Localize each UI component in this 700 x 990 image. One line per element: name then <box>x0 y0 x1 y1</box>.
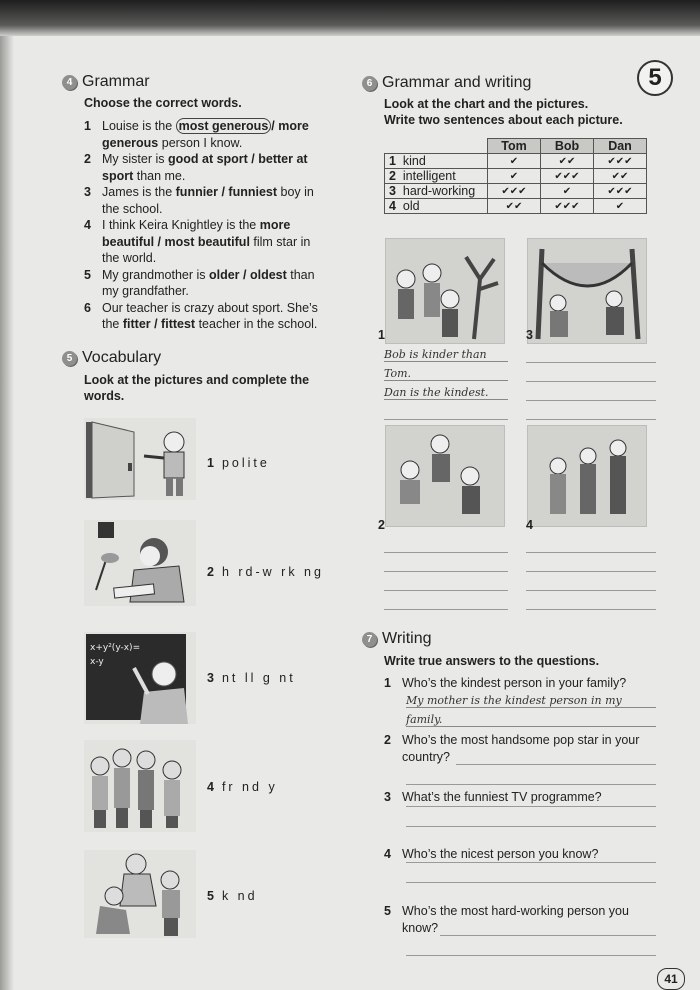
chart-row-label: 3 hard-working <box>385 184 488 199</box>
chart-cell: ✔ <box>488 154 541 169</box>
grammar-item: 3 James is the funnier / funniest boy in the school. <box>84 185 314 216</box>
grammar-instruction: Choose the correct words. <box>84 96 242 110</box>
section-vocabulary-header <box>62 349 161 367</box>
chart-cell: ✔✔✔ <box>541 169 594 184</box>
svg-text:x-y: x-y <box>90 657 104 667</box>
section-writing-header <box>362 630 432 648</box>
section-title: Vocabulary <box>82 349 162 366</box>
section-grammar-writing-header <box>362 74 531 92</box>
chart-column-header: Tom <box>488 139 541 154</box>
chart-row <box>385 184 647 199</box>
picture-2-men-fighting <box>385 425 505 527</box>
chart-cell: ✔✔ <box>541 154 594 169</box>
chart-row <box>385 154 647 169</box>
picture-number: 2 <box>378 518 385 532</box>
vocab-word-1: 1 polite <box>207 456 270 470</box>
workbook-page <box>0 30 700 990</box>
grammar-items <box>84 118 342 333</box>
grammar-item: 6 Our teacher is crazy about sport. She’s the fitter / fittest teacher in the school. <box>84 300 318 331</box>
section-title: Writing <box>382 630 432 647</box>
section-grammar-header <box>62 73 150 91</box>
chart-cell: ✔✔✔ <box>594 154 647 169</box>
chart-column-header: Dan <box>594 139 647 154</box>
answer-line[interactable] <box>384 419 508 420</box>
section-number: 4 <box>62 75 77 90</box>
writing-question: 3 What’s the funniest TV programme? <box>384 790 602 804</box>
picture-friendly-kids <box>84 740 196 832</box>
chart-row-label: 1 kind <box>385 154 488 169</box>
grammar-item: 1 Louise is the most generous / more generous person I know. <box>84 119 309 150</box>
answer-line[interactable] <box>526 400 656 401</box>
section-number: 6 <box>362 76 377 91</box>
picture-number: 4 <box>526 518 533 532</box>
chart-cell: ✔✔✔ <box>488 184 541 199</box>
writing-question: 1 Who’s the kindest person in your family? <box>384 676 627 690</box>
answer-line[interactable] <box>526 571 656 572</box>
picture-number: 1 <box>378 328 385 342</box>
picture-3-hammock <box>527 238 647 344</box>
answer-line[interactable] <box>406 806 656 807</box>
picture-1-men-tree <box>385 238 505 344</box>
vocab-word-3: 3 nt ll g nt <box>207 671 296 685</box>
vocab-word-5: 5 k nd <box>207 889 258 903</box>
writing-question: 2 Who’s the most handsome pop star in your country? <box>384 733 640 764</box>
example-answer-line: Bob is kinder than <box>384 348 508 362</box>
answer-line[interactable] <box>406 784 656 785</box>
answer-line[interactable] <box>526 419 656 420</box>
vocabulary-instruction: Look at the pictures and complete the words. <box>84 373 310 403</box>
writing-question: 5 Who’s the most hard-working person you know? <box>384 904 629 935</box>
page-number: 41 <box>657 968 685 990</box>
writing-question: 4 Who’s the nicest person you know? <box>384 847 599 861</box>
answer-line[interactable] <box>526 590 656 591</box>
answer-line[interactable] <box>440 935 656 936</box>
chart-cell: ✔✔ <box>594 169 647 184</box>
grammar-item: 4 I think Keira Knightley is the more beautiful / most beautiful film star in the world. <box>84 218 311 265</box>
unit-badge: 5 <box>637 60 673 96</box>
writing-instruction: Write true answers to the questions. <box>384 654 600 668</box>
example-answer-line: Dan is the kindest. <box>384 386 508 400</box>
chart-row-label: 4 old <box>385 199 488 214</box>
example-answer-line: My mother is the kindest person in my <box>406 694 656 708</box>
chart-column-header: Bob <box>541 139 594 154</box>
section-number: 5 <box>62 351 77 366</box>
vocab-word-4: 4 fr nd y <box>207 780 278 794</box>
answer-line[interactable] <box>406 882 656 883</box>
chart-cell: ✔ <box>488 169 541 184</box>
section-number: 7 <box>362 632 377 647</box>
picture-intelligent-boy <box>84 632 196 724</box>
grammar-item: 2 My sister is good at sport / better at sport than me. <box>84 152 308 183</box>
chart-cell: ✔✔✔ <box>541 199 594 214</box>
chart-cell: ✔✔✔ <box>594 184 647 199</box>
answer-line[interactable] <box>526 362 656 363</box>
chart-row <box>385 169 647 184</box>
picture-hardworking-girl <box>84 520 196 606</box>
picture-kind-kids <box>84 850 196 938</box>
section-title: Grammar <box>82 73 150 90</box>
example-answer-line: Tom. <box>384 367 508 381</box>
section-title: Grammar and writing <box>382 74 532 91</box>
picture-polite-boy <box>84 418 196 500</box>
answer-line[interactable] <box>526 381 656 382</box>
chart-table <box>384 138 647 214</box>
answer-line[interactable] <box>406 955 656 956</box>
grammar-writing-instruction: Look at the chart and the pictures. Write two sentences about each picture. <box>384 97 623 127</box>
answer-line[interactable] <box>384 609 508 610</box>
answer-line[interactable] <box>384 571 508 572</box>
answer-line[interactable] <box>384 552 508 553</box>
circled-answer: most generous <box>176 118 272 134</box>
picture-number: 3 <box>526 328 533 342</box>
chart-cell: ✔✔ <box>488 199 541 214</box>
example-answer-line: family. <box>406 713 656 727</box>
answer-line[interactable] <box>406 826 656 827</box>
picture-4-three-men <box>527 425 647 527</box>
answer-line[interactable] <box>526 609 656 610</box>
grammar-item: 5 My grandmother is older / oldest than my grandfather. <box>84 267 315 298</box>
answer-line[interactable] <box>384 590 508 591</box>
answer-line[interactable] <box>526 552 656 553</box>
svg-text:x+y²(y-x)=: x+y²(y-x)= <box>90 643 141 653</box>
chart-row-label: 2 intelligent <box>385 169 488 184</box>
answer-line[interactable] <box>456 764 656 765</box>
chart-row <box>385 199 647 214</box>
answer-line[interactable] <box>406 862 656 863</box>
vocab-word-2: 2 h rd-w rk ng <box>207 565 324 579</box>
chart-corner <box>385 139 488 154</box>
chart-cell: ✔ <box>594 199 647 214</box>
chart-cell: ✔ <box>541 184 594 199</box>
chart-header-row <box>385 139 647 154</box>
